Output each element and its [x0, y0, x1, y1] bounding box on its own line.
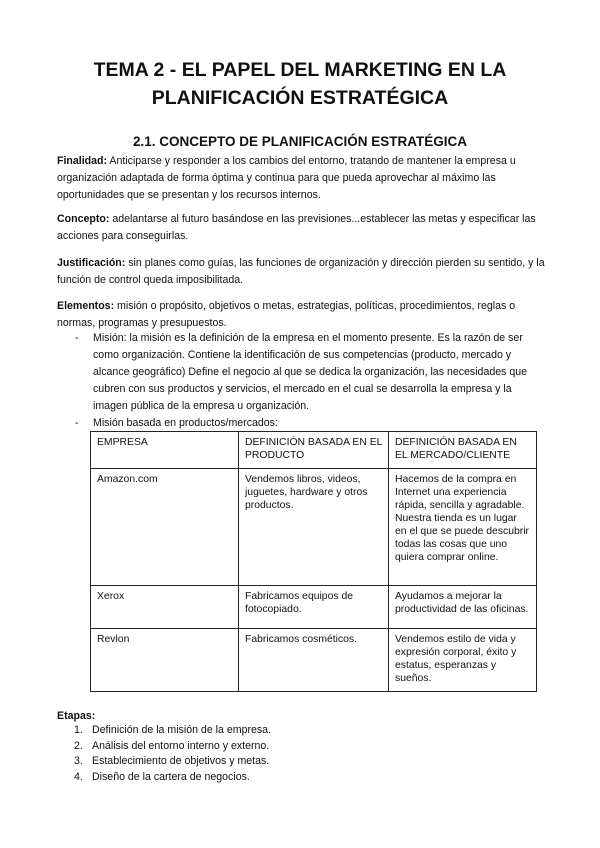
etapas-list [57, 723, 547, 785]
justificacion-paragraph [57, 255, 547, 289]
bullet-dash: - [75, 417, 79, 429]
bullet-text: Misión: la misión es la definición de la empresa en el momento presente. Es la razón de ser como organización. Contiene la identificación de sus competencias (producto, mercado y alcance geográfico) Define el negocio al que se dedica la organización, las necesidades que cubren con sus productos y servicios, el mercado en el cual se desarrolla la empresa y la imagen pública de la empresa u organización. [93, 332, 528, 412]
bullet-list [57, 330, 547, 432]
list-item [57, 754, 547, 770]
table-cell: Revlon [91, 629, 239, 692]
list-item-text: Análisis del entorno interno y externo. [92, 739, 270, 752]
elementos-text: misión o propósito, objetivos o metas, estrategias, políticas, procedimientos, reglas o normas, programas y presupuestos. [57, 300, 516, 329]
list-number: 4. [74, 770, 83, 783]
table-cell: Hacemos de la compra en Internet una experiencia rápida, sencilla y agradable. Nuestra tienda es un lugar en el que se puede descubrir todas las cosas que uno quiera comprar online. [389, 469, 537, 586]
mission-table [90, 431, 537, 692]
section-heading: 2.1. CONCEPTO DE PLANIFICACIÓN ESTRATÉGICA [132, 134, 468, 149]
table-header-cell: DEFINICIÓN BASADA EN EL PRODUCTO [239, 432, 389, 469]
page-title [40, 56, 560, 112]
bullet-dash: - [75, 332, 79, 344]
concepto-label: Concepto: [57, 213, 110, 225]
list-item [57, 739, 547, 755]
table-row [91, 469, 537, 586]
list-item-text: Establecimiento de objetivos y metas. [92, 755, 270, 767]
finalidad-paragraph [57, 153, 547, 204]
etapas-heading: Etapas: [57, 710, 96, 722]
table-cell: Xerox [91, 586, 239, 629]
title-line-1: TEMA 2 - EL PAPEL DEL MARKETING EN LA [93, 59, 507, 81]
concepto-paragraph [57, 211, 547, 245]
finalidad-label: Finalidad: [57, 155, 108, 167]
table-row [91, 586, 537, 629]
finalidad-text: Anticiparse y responder a los cambios del entorno, tratando de mantener la empresa u organización adaptada de forma óptima y continua para que pueda aprovechar al máximo las oportunidades que se presentan y los recursos internos. [57, 155, 516, 201]
justificacion-label: Justificación: [57, 257, 126, 269]
list-item-text: Diseño de la cartera de negocios. [92, 770, 250, 783]
list-item [57, 723, 547, 739]
table-cell: Ayudamos a mejorar la productividad de las oficinas. [389, 586, 537, 629]
list-number: 2. [74, 739, 83, 752]
concepto-text: adelantarse al futuro basándose en las previsiones...establecer las metas y especificar las acciones para conseguirlas. [57, 213, 536, 242]
justificacion-text: sin planes como guías, las funciones de organización y dirección pierden su sentido, y la función de control queda imposibilitada. [57, 257, 545, 286]
table-row [91, 629, 537, 692]
list-item [57, 415, 547, 432]
table-header-cell: EMPRESA [91, 432, 239, 469]
list-item [57, 330, 547, 415]
bullet-text: Misión basada en productos/mercados: [93, 417, 278, 429]
elementos-paragraph [57, 298, 547, 332]
table-header-cell: DEFINICIÓN BASADA EN EL MERCADO/CLIENTE [389, 432, 537, 469]
list-number: 3. [74, 755, 83, 767]
list-number: 1. [74, 724, 83, 736]
list-item [57, 770, 547, 786]
table-header-row [91, 432, 537, 469]
title-line-2: PLANIFICACIÓN ESTRATÉGICA [151, 87, 449, 109]
table-cell: Amazon.com [91, 469, 239, 586]
elementos-label: Elementos: [57, 300, 115, 312]
table-cell: Fabricamos equipos de fotocopiado. [239, 586, 389, 629]
list-item-text: Definición de la misión de la empresa. [92, 724, 272, 736]
table-cell: Vendemos libros, videos, juguetes, hardware y otros productos. [239, 469, 389, 586]
table-cell: Vendemos estilo de vida y expresión corporal, éxito y estatus, esperanzas y sueños. [389, 629, 537, 692]
table-cell: Fabricamos cosméticos. [239, 629, 389, 692]
